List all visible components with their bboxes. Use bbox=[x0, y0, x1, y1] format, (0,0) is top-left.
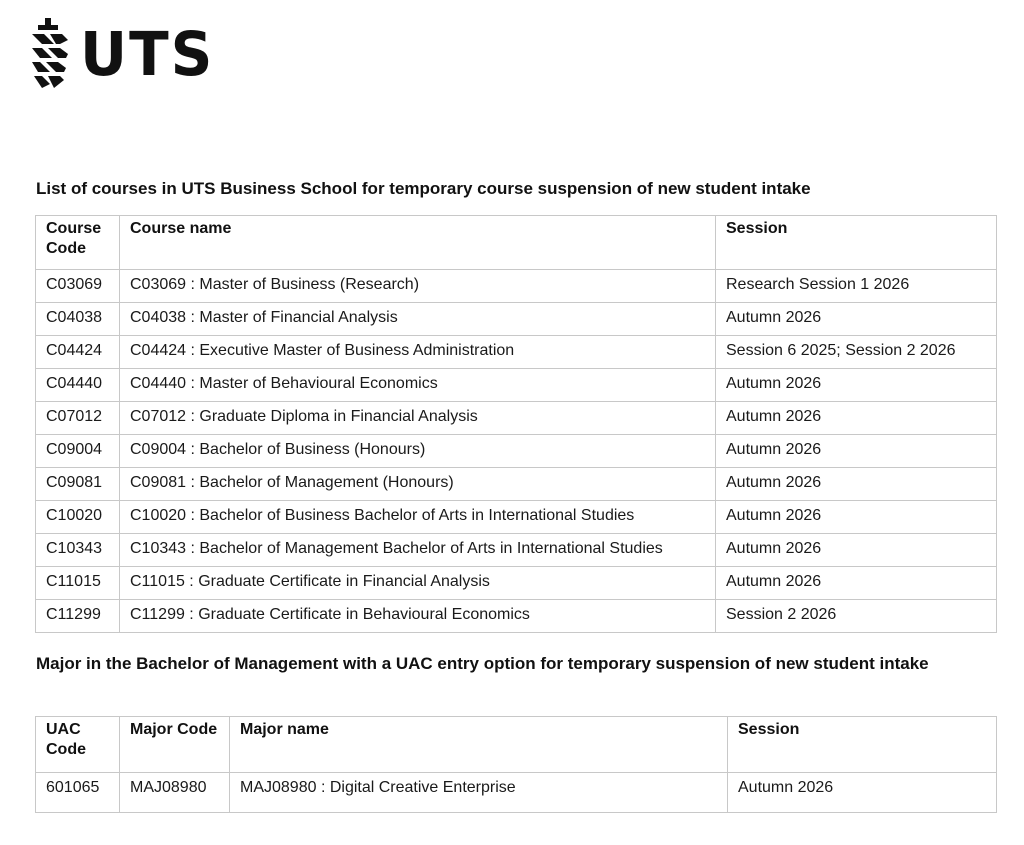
table-row bbox=[36, 270, 997, 303]
session-cell: Autumn 2026 bbox=[716, 468, 997, 501]
uts-logo-mark-icon bbox=[30, 18, 70, 90]
uts-logo bbox=[30, 18, 214, 90]
session-cell: Session 6 2025; Session 2 2026 bbox=[716, 336, 997, 369]
course-name-cell: C10343 : Bachelor of Management Bachelor of Arts in International Studies bbox=[120, 534, 716, 567]
table-row bbox=[36, 534, 997, 567]
table-row bbox=[36, 435, 997, 468]
majors-table bbox=[35, 716, 997, 813]
course-name-cell: C07012 : Graduate Diploma in Financial Analysis bbox=[120, 402, 716, 435]
courses-table-header-row bbox=[36, 216, 997, 270]
session-cell: Autumn 2026 bbox=[716, 501, 997, 534]
course-code-cell: C09004 bbox=[36, 435, 120, 468]
table-row bbox=[36, 303, 997, 336]
session-cell: Autumn 2026 bbox=[716, 534, 997, 567]
table-row bbox=[36, 402, 997, 435]
table-row bbox=[36, 468, 997, 501]
course-name-cell: C09081 : Bachelor of Management (Honours) bbox=[120, 468, 716, 501]
course-name-cell: C11015 : Graduate Certificate in Financial Analysis bbox=[120, 567, 716, 600]
courses-section-title: List of courses in UTS Business School for temporary course suspension of new student intake bbox=[36, 179, 811, 198]
course-code-cell: C09081 bbox=[36, 468, 120, 501]
session-cell: Autumn 2026 bbox=[716, 303, 997, 336]
course-code-cell: C04038 bbox=[36, 303, 120, 336]
course-code-cell: C11015 bbox=[36, 567, 120, 600]
uac-code-cell: 601065 bbox=[36, 773, 120, 813]
course-name-cell: C04440 : Master of Behavioural Economics bbox=[120, 369, 716, 402]
session-cell: Autumn 2026 bbox=[716, 402, 997, 435]
table-row bbox=[36, 773, 997, 813]
major-code-cell: MAJ08980 bbox=[120, 773, 230, 813]
table-row bbox=[36, 369, 997, 402]
course-code-cell: C04440 bbox=[36, 369, 120, 402]
course-name-cell: C04038 : Master of Financial Analysis bbox=[120, 303, 716, 336]
courses-table bbox=[35, 215, 997, 633]
table-row bbox=[36, 336, 997, 369]
header-session: Session bbox=[728, 717, 997, 773]
table-row bbox=[36, 567, 997, 600]
major-name-cell: MAJ08980 : Digital Creative Enterprise bbox=[230, 773, 728, 813]
course-code-cell: C10020 bbox=[36, 501, 120, 534]
header-session: Session bbox=[716, 216, 997, 270]
session-cell: Autumn 2026 bbox=[716, 435, 997, 468]
table-row bbox=[36, 600, 997, 633]
table-row bbox=[36, 501, 997, 534]
majors-table-header-row bbox=[36, 717, 997, 773]
header-course-name: Course name bbox=[120, 216, 716, 270]
session-cell: Session 2 2026 bbox=[716, 600, 997, 633]
course-code-cell: C10343 bbox=[36, 534, 120, 567]
course-name-cell: C10020 : Bachelor of Business Bachelor of Arts in International Studies bbox=[120, 501, 716, 534]
session-cell: Autumn 2026 bbox=[716, 567, 997, 600]
session-cell: Autumn 2026 bbox=[728, 773, 997, 813]
course-name-cell: C11299 : Graduate Certificate in Behavioural Economics bbox=[120, 600, 716, 633]
header-major-name: Major name bbox=[230, 717, 728, 773]
header-major-code: Major Code bbox=[120, 717, 230, 773]
session-cell: Autumn 2026 bbox=[716, 369, 997, 402]
majors-section-title: Major in the Bachelor of Management with a UAC entry option for temporary suspension of new student intake bbox=[36, 654, 929, 673]
course-name-cell: C03069 : Master of Business (Research) bbox=[120, 270, 716, 303]
course-name-cell: C04424 : Executive Master of Business Administration bbox=[120, 336, 716, 369]
course-code-cell: C04424 bbox=[36, 336, 120, 369]
course-code-cell: C07012 bbox=[36, 402, 120, 435]
course-name-cell: C09004 : Bachelor of Business (Honours) bbox=[120, 435, 716, 468]
course-code-cell: C03069 bbox=[36, 270, 120, 303]
header-course-code: Course Code bbox=[36, 216, 120, 270]
session-cell: Research Session 1 2026 bbox=[716, 270, 997, 303]
uts-logo-wordmark: UTS bbox=[80, 18, 215, 90]
course-code-cell: C11299 bbox=[36, 600, 120, 633]
header-uac-code: UAC Code bbox=[36, 717, 120, 773]
